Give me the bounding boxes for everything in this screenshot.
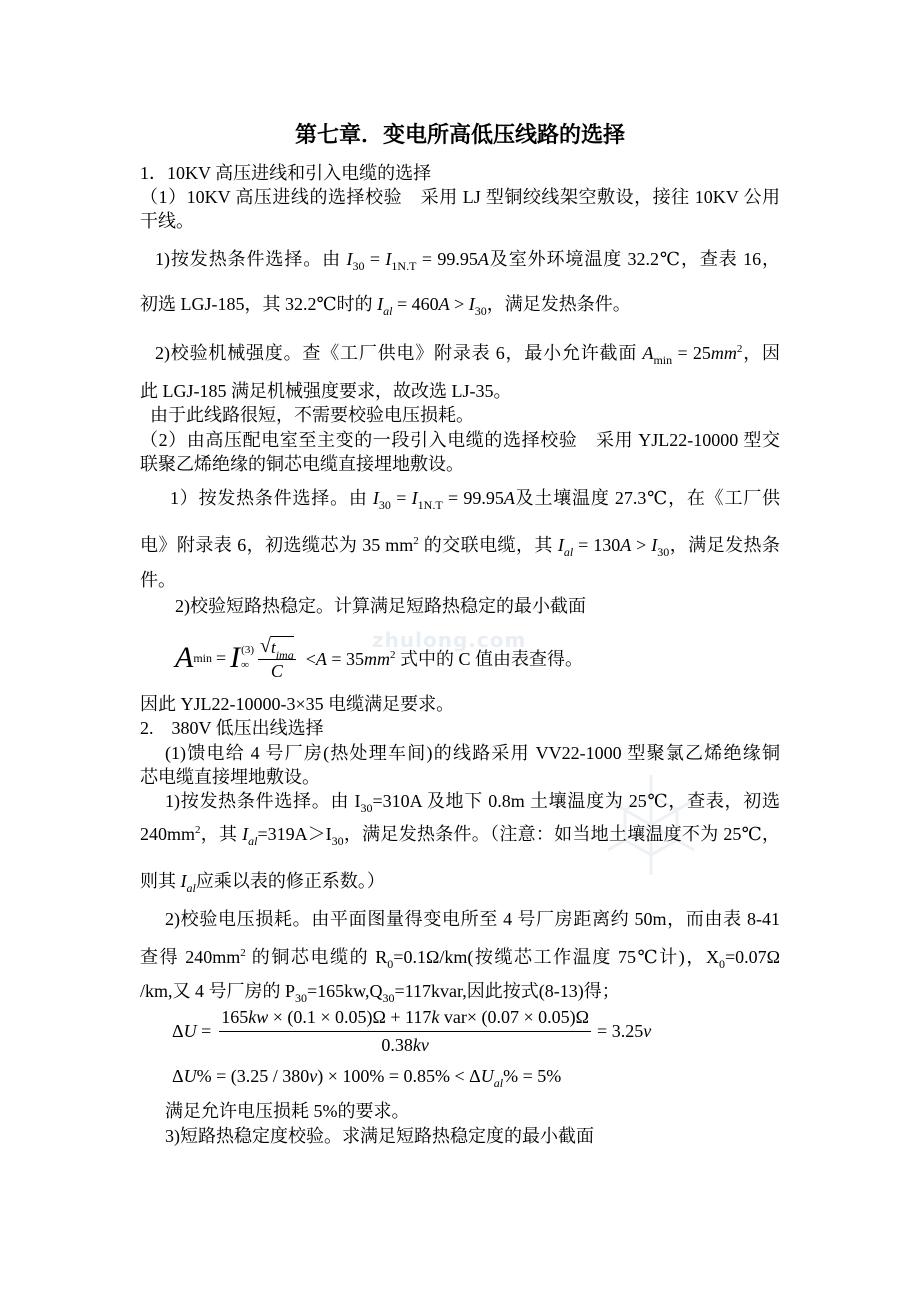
paragraph-line [140,979,620,1003]
chapter-title: 第七章．变电所高低压线路的选择 [294,122,625,147]
step-heating-condition [165,789,780,813]
fraction-numerator [219,1006,591,1032]
subscript-text: al [383,304,393,318]
text-run: 由于此线路很短，不需要校验电压损耗。 [150,405,474,425]
text-run: 式中的 C 值由表查得。 [395,649,584,669]
math-variable: v [309,1066,318,1086]
text-run: 240mm [140,824,196,844]
math-variable: A [477,249,489,269]
fraction [258,635,296,682]
subsection-heading-cable [140,428,780,452]
paragraph-line [140,568,176,592]
text-run: （2）由高压配电室至主变的一段引入电缆的选择校验 采用 YJL22-10000 型交 [140,430,780,450]
subscript-text: 30 [382,991,395,1005]
math-variable: v [643,1020,652,1041]
text-run: % = 5% [503,1066,562,1086]
math-variable: I [180,871,187,891]
text-run: =319A＞I [257,824,332,844]
text-run: 件。 [140,570,176,590]
subscript-text: 0 [718,957,725,971]
paragraph-line [140,452,464,476]
fraction [219,1006,591,1056]
text-run: > [449,294,469,314]
text-run: 1)按发热条件选择。由 I [165,791,361,811]
text-run: = 130 [573,535,621,555]
step-mechanical-strength [155,341,780,365]
paragraph-line [150,403,474,427]
math-variable: A [438,294,450,314]
math-variable: mm [364,649,391,669]
text-run: 及土壤温度 27.3℃，在《工厂供 [514,488,781,508]
text-run: = 35 [326,649,365,669]
fraction-numerator [258,635,296,660]
text-run: 联聚乙烯绝缘的铜芯电缆直接埋地敷设。 [140,454,464,474]
superscript-text: 2 [390,649,396,661]
math-variable: I [230,641,241,674]
sqrt-icon: √ [259,634,271,657]
step-voltage-loss [165,907,780,931]
text-run: Δ [172,1020,184,1041]
step-heating-condition [170,486,780,510]
text-run: = [196,1020,212,1041]
math-variable: I [377,294,384,314]
math-variable: k [431,1007,440,1027]
text-run: < [305,649,316,669]
math-variable: I [372,488,379,508]
subscript-text: 30 [378,498,391,512]
text-run: ，其 [200,824,243,844]
step-short-circuit-stability [175,594,586,618]
text-run: =165kw,Q [307,981,383,1001]
math-variable: A [315,649,327,669]
fraction-denominator [381,1032,428,1056]
text-run: ，满足发热条件。（注意：如当地土壤温度不为 25℃， [343,824,781,844]
math-variable: kv [412,1035,429,1055]
math-variable: I [651,535,658,555]
radicand [270,636,294,662]
text-run: /km,又 4 号厂房的 P [140,981,296,1001]
text-run: = [364,249,386,269]
subscript-text: 1N.T [391,259,417,273]
text-run: = 99.95 [416,249,478,269]
superscript-text: (3) [241,644,254,656]
text-run: =0.07Ω [724,947,780,967]
superscript-text: 2 [736,343,743,355]
fraction-denominator: C [270,660,283,681]
paragraph-line [140,209,194,233]
math-variable: kw [248,1007,269,1027]
text-run: 1）按发热条件选择。由 [170,488,373,508]
text-run: 2)校验短路热稳定。计算满足短路热稳定的最小截面 [175,596,586,616]
math-variable: t [270,637,276,657]
subsection-heading-incoming-line [140,185,780,209]
formula-lhs [172,1021,211,1042]
text-run: 应乘以表的修正系数。） [195,871,385,891]
math-variable: I [346,249,353,269]
text-run: 1)按发热条件选择。由 [155,249,347,269]
watermark-text: zhulong.com [372,628,527,652]
text-run: 1．10KV 高压进线和引入电缆的选择 [140,163,432,183]
text-run: 此 LGJ-185 满足机械强度要求，故改选 LJ-35。 [140,381,512,401]
text-run: 3)短路热稳定度校验。求满足短路热稳定度的最小截面 [165,1126,594,1146]
text-run: Δ [172,1066,184,1086]
paragraph-line [165,1099,410,1123]
paragraph-line [140,292,631,316]
math-variable: A [620,535,632,555]
text-run: （1）10KV 高压进线的选择校验 采用 LJ 型铜绞线架空敷设，接往 10KV 公用 [140,187,780,207]
step-short-circuit-check [165,1124,594,1148]
text-run: 则其 [140,871,181,891]
script-stack [241,643,254,673]
subscript-text: al [248,834,258,848]
text-run: var× (0.07 × 0.05)Ω [439,1007,590,1027]
paragraph-line [140,379,512,403]
formula-rhs [597,1021,651,1042]
math-variable: A [642,343,654,363]
text-run: 因此 YJL22-10000-3×35 电缆满足要求。 [140,694,455,714]
subscript-text: 30 [331,834,344,848]
subscript-text: 30 [474,304,487,318]
subscript-text: al [493,1076,504,1090]
subscript-text: 30 [295,991,308,1005]
math-variable: A [503,488,515,508]
text-run: 满足允许电压损耗 5%的要求。 [165,1101,410,1121]
subscript-text: ∞ [241,659,249,671]
subscript-text: 30 [360,801,373,815]
min-cross-section-formula: A min = I (3) ∞ √ $t_{ima}$ C $<A = 35mm^2$ 式中的 C 值由表查得。 [175,634,584,681]
superscript-text: 2 [240,947,246,959]
section-heading-380v [140,716,324,740]
text-run: ) × 100% = 0.85% < Δ [317,1066,481,1086]
section-heading-10kv [140,161,431,185]
subscript-text: al [563,545,574,559]
paragraph-line [140,822,780,846]
text-run: 查得 240mm [140,947,241,967]
text-run: 及室外环境温度 32.2℃，查表 16， [488,249,781,269]
math-variable: U [183,1020,197,1041]
text-run: 2)校验机械强度。查《工厂供电》附录表 6，最小允许截面 [155,343,643,363]
text-run: % = (3.25 / 380 [196,1066,310,1086]
text-run: = [390,488,412,508]
math-variable: I [385,249,392,269]
text-run: 165 [221,1007,249,1027]
math-variable: I [411,488,418,508]
text-run: =117kvar,因此按式(8-13)得； [394,981,620,1001]
math-variable: A [175,641,194,674]
text-run: ，因 [742,343,781,363]
text-run: ，满足发热条件。 [486,294,631,314]
text-run: 芯电缆直接埋地敷设。 [140,767,320,787]
paragraph-line [140,945,780,969]
paragraph-line [140,869,385,893]
subscript-text: min [653,353,673,367]
text-run: ，满足发热条 [669,535,781,555]
text-run: 0.38 [381,1035,413,1055]
formula-tail [306,645,583,671]
text-run: 的交联电缆，其 [418,535,558,555]
text-run: = 3.25 [597,1020,644,1041]
text-run: =310A 及地下 0.8m 土壤温度为 25℃，查表，初选 [372,791,780,811]
paragraph-line [140,765,320,789]
subscript-text: 0 [387,957,394,971]
superscript-text: 2 [413,535,419,547]
voltage-loss-formula [172,1004,651,1058]
math-variable: mm [710,343,737,363]
math-variable: U [480,1066,494,1086]
text-run: =0.1Ω/km(按缆芯工作温度 75℃计)，X [393,947,719,967]
text-run: × (0.1 × 0.05)Ω + 117 [268,1007,432,1027]
subscript-text: 30 [352,259,365,273]
paragraph-line [140,533,780,557]
subscript-text: 1N.T [417,498,443,512]
step-heating-condition [155,247,780,271]
text-run: 的铜芯电缆的 R [245,947,388,967]
equals-sign: = [216,647,227,668]
text-run: 初选 LGJ-185，其 32.2℃时的 [140,294,378,314]
math-variable: U [183,1066,197,1086]
text-run: (1)馈电给 4 号厂房(热处理车间)的线路采用 VV22-1000 型聚氯乙烯绝缘铜 [165,743,780,763]
text-run: 2. 380V 低压出线选择 [140,718,324,738]
text-run: = 460 [392,294,439,314]
superscript-text: 2 [195,824,201,836]
voltage-loss-percent-formula [172,1064,561,1088]
text-run: = 25 [672,343,711,363]
paragraph-line [140,692,454,716]
subscript-text: al [186,881,196,895]
text-run: 干线。 [140,211,194,231]
subscript-text: ima [275,647,294,662]
math-variable: I [468,294,475,314]
math-variable: I [557,535,564,555]
text-run: > [631,535,652,555]
text-run: = 99.95 [442,488,504,508]
text-run: 电》附录表 6，初选缆芯为 35 mm [140,535,414,555]
math-variable: I [242,824,249,844]
text-run: 2)校验电压损耗。由平面图量得变电所至 4 号厂房距离约 50m，而由表 8-41 [165,909,780,929]
subsection-heading-feeder [165,741,780,765]
subscript-text: 30 [657,545,670,559]
